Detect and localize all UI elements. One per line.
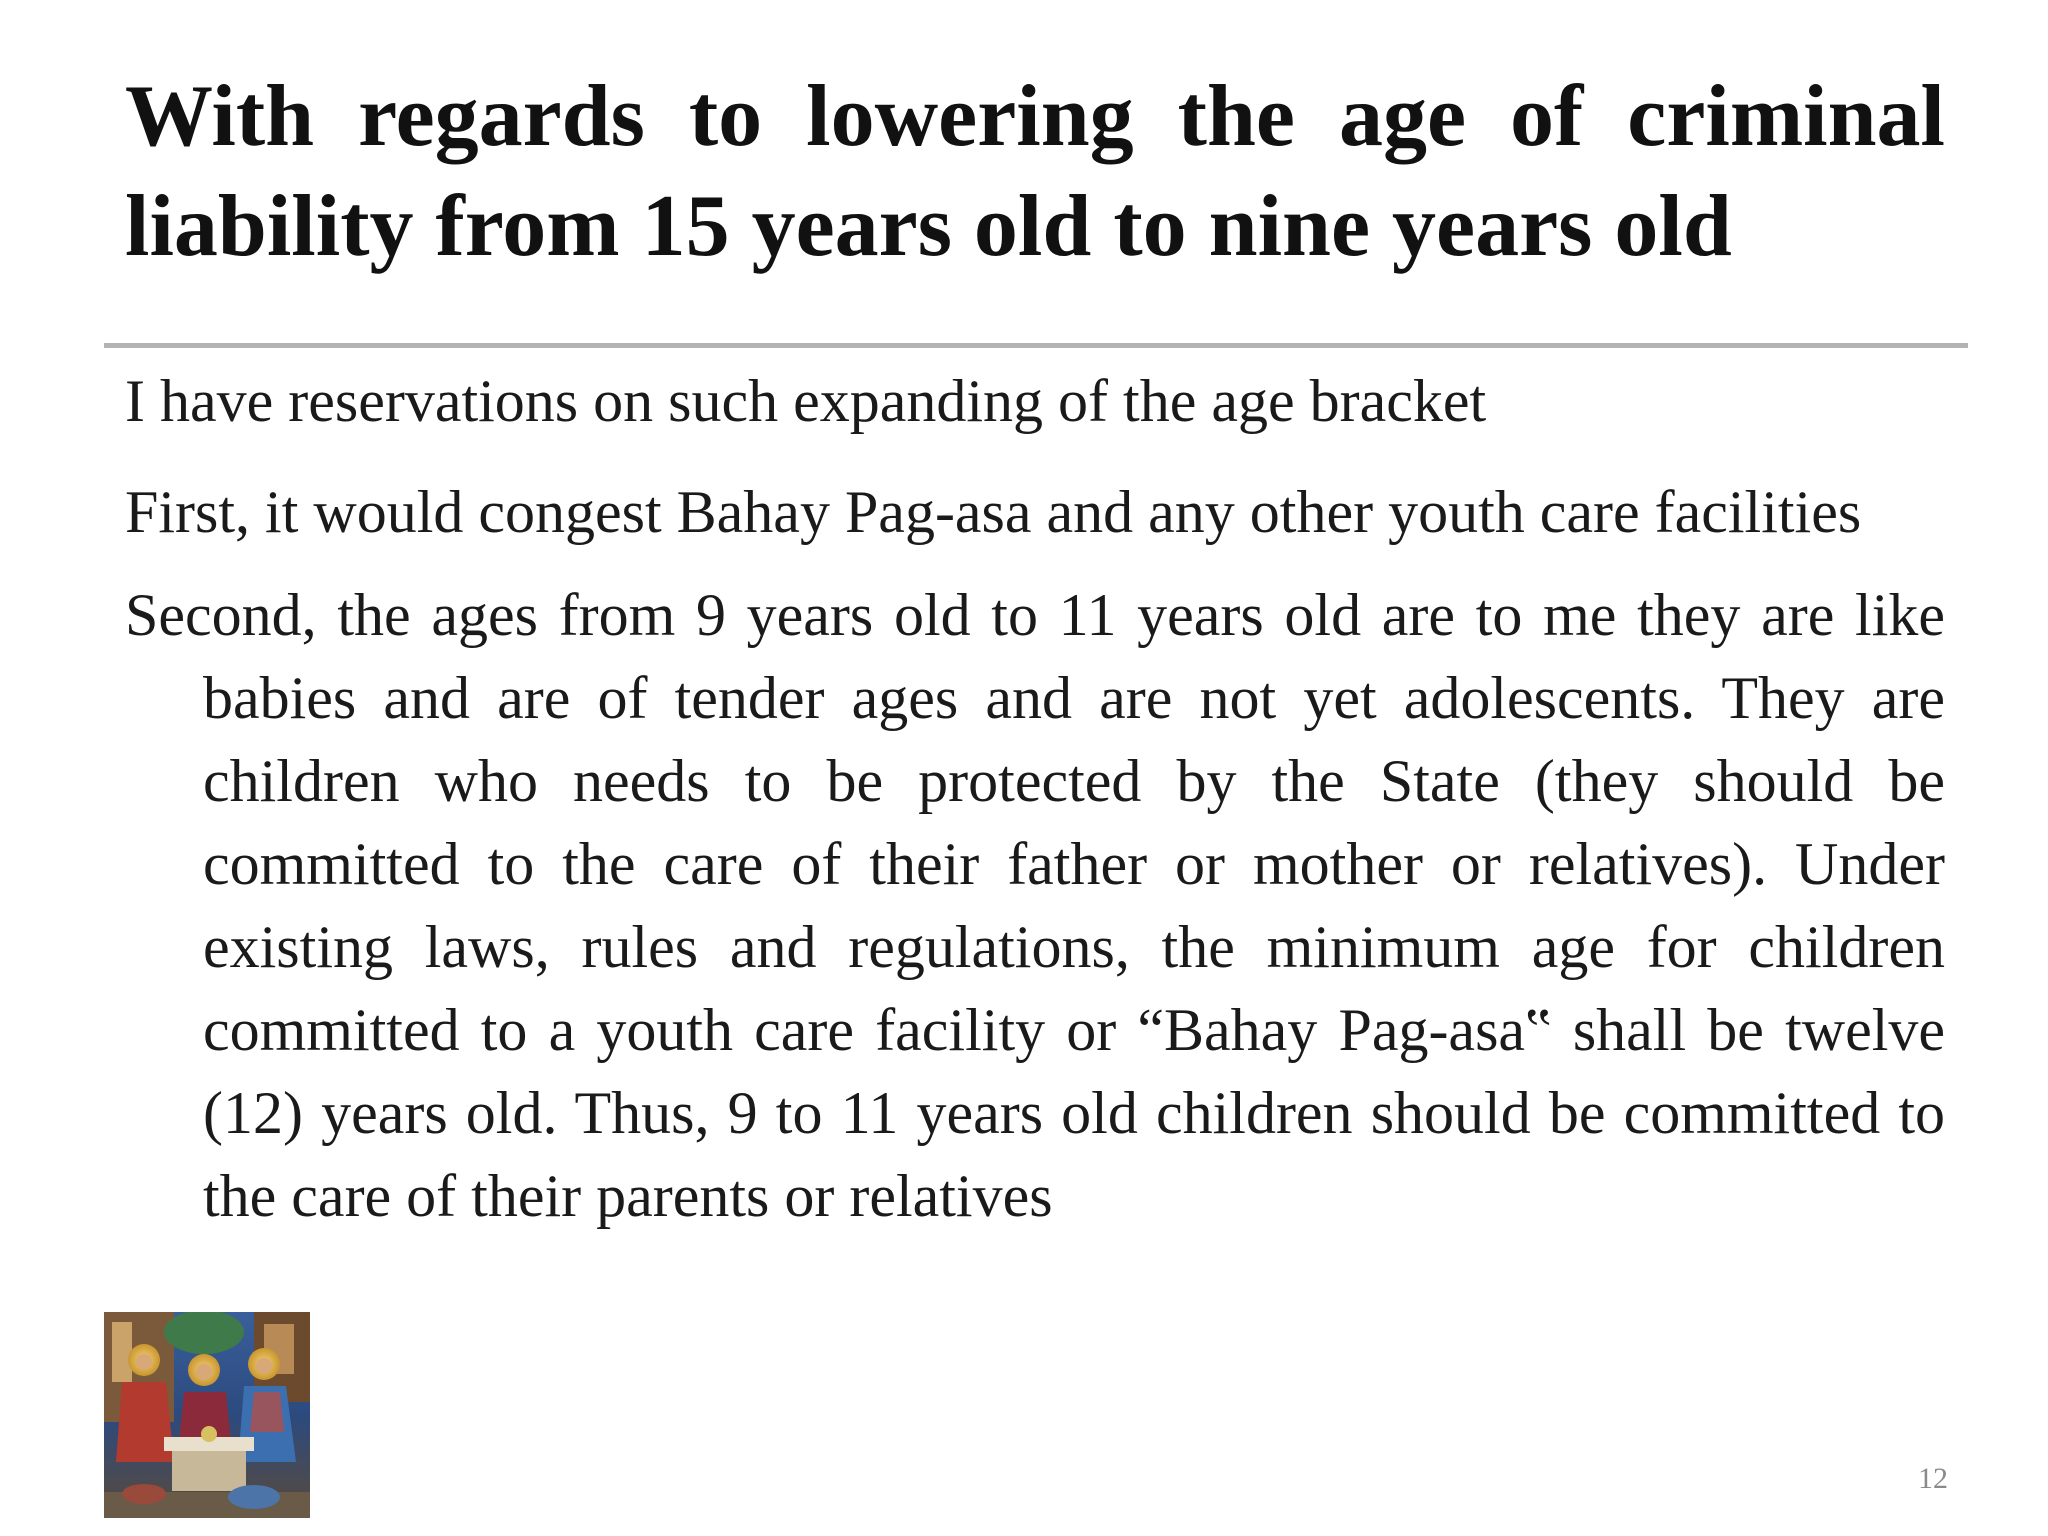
paragraph-second-point: Second, the ages from 9 years old to 11 years old are to me they are like babies and are of tender ages and are not yet adolescents. They are children who needs to be protected by the State (they should be committed to the care of their father or mother or relatives). Under existing laws, rules and regulations, the minimum age for children committed to a youth care facility or “Bahay Pag-asa‟ shall be twelve (12) years old. Thus, 9 to 11 years old children should be committed to the care of their parents or relatives (125, 582, 1945, 1229)
title-divider (104, 343, 1968, 348)
slide-body (125, 360, 1945, 1258)
paragraph-first-point: First, it would congest Bahay Pag-asa and any other youth care facilities (125, 479, 1862, 545)
page-number: 12 (1918, 1462, 1948, 1495)
slide-title: With regards to lowering the age of criminal liability from 15 years old to nine years old (125, 68, 1945, 275)
religious-icon-painting-icon (104, 1312, 310, 1518)
paragraph-reservations: I have reservations on such expanding of the age bracket (125, 368, 1487, 434)
